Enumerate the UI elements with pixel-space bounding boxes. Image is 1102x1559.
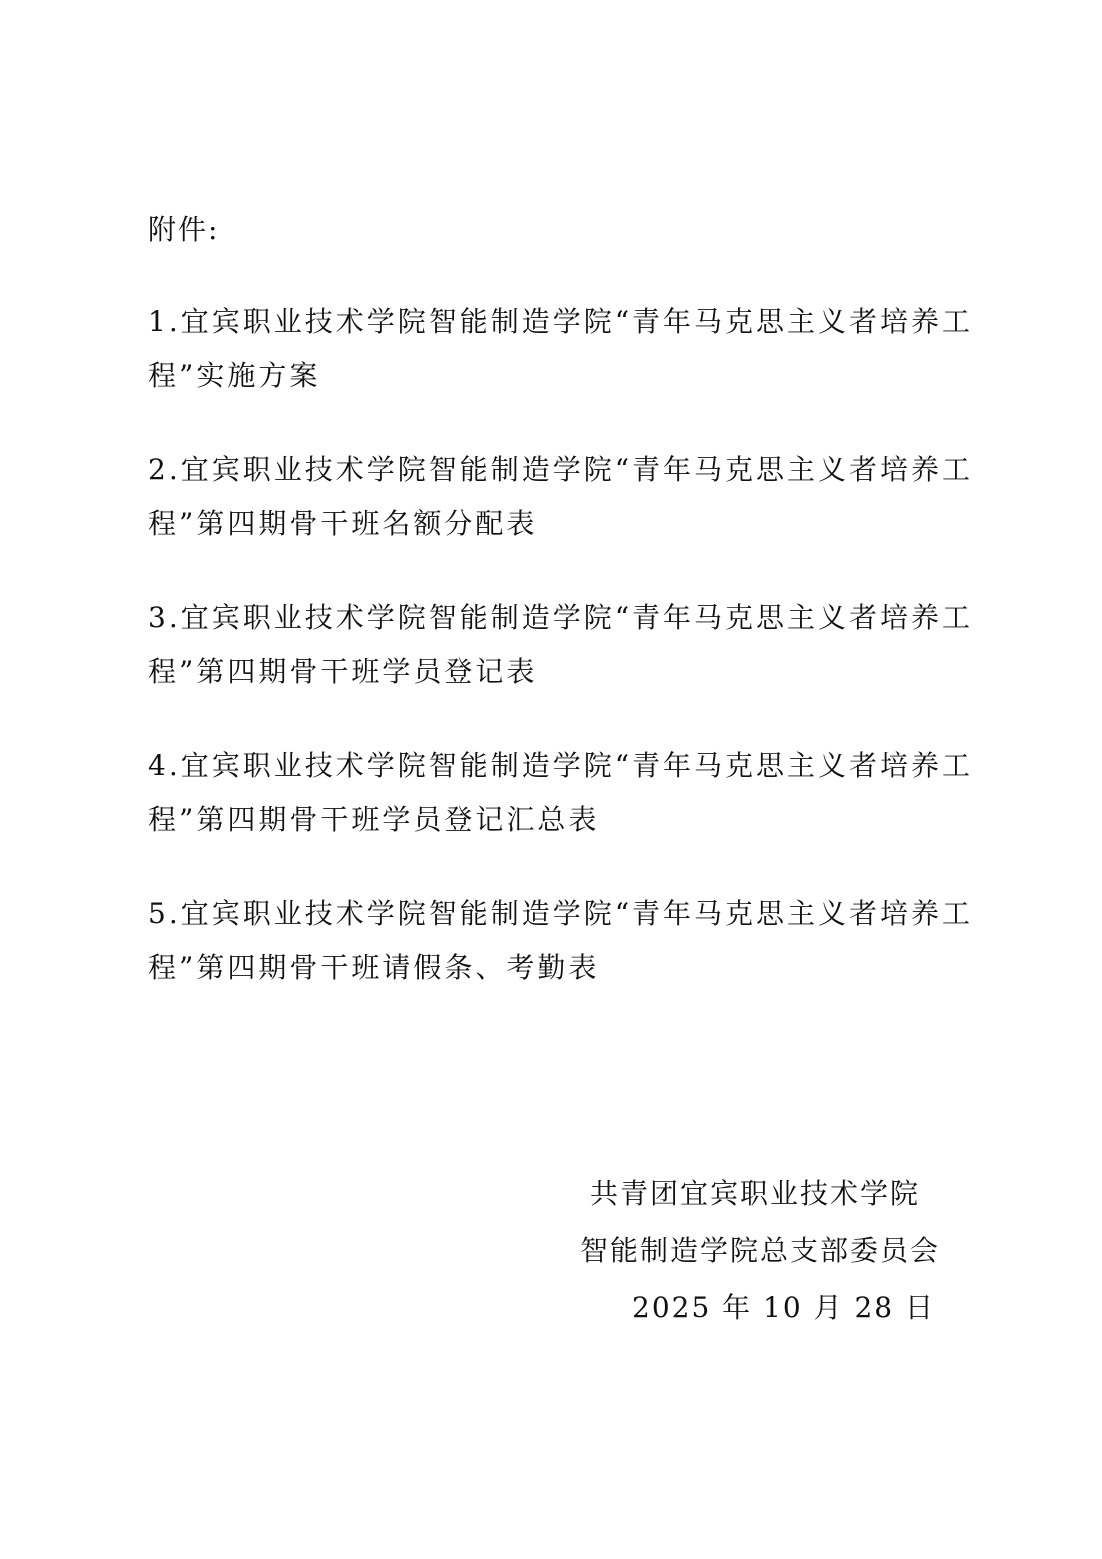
attachment-3-line-1: 3.宜宾职业技术学院智能制造学院“青年马克思主义者培养工 [148, 601, 974, 634]
attachments-heading: 附件: [148, 213, 220, 246]
signature-organization: 共青团宜宾职业技术学院 [590, 1177, 921, 1210]
attachment-item-3 [148, 591, 974, 699]
attachment-1-line-1: 1.宜宾职业技术学院智能制造学院“青年马克思主义者培养工 [148, 305, 974, 338]
attachment-1-line-2: 程”实施方案 [148, 359, 321, 392]
signature-date: 2025 年 10 月 28 日 [632, 1291, 936, 1324]
attachment-item-1 [148, 295, 974, 403]
attachment-item-5 [148, 887, 974, 995]
attachment-2-line-1: 2.宜宾职业技术学院智能制造学院“青年马克思主义者培养工 [148, 453, 974, 486]
attachment-item-2 [148, 443, 974, 551]
signature-branch: 智能制造学院总支部委员会 [580, 1234, 941, 1267]
attachment-3-line-2: 程”第四期骨干班学员登记表 [148, 655, 538, 688]
attachments-list [148, 295, 974, 1035]
attachment-item-4 [148, 739, 974, 847]
attachment-2-line-2: 程”第四期骨干班名额分配表 [148, 507, 538, 540]
attachment-5-line-1: 5.宜宾职业技术学院智能制造学院“青年马克思主义者培养工 [148, 897, 974, 930]
attachment-4-line-1: 4.宜宾职业技术学院智能制造学院“青年马克思主义者培养工 [148, 749, 974, 782]
attachment-4-line-2: 程”第四期骨干班学员登记汇总表 [148, 803, 600, 836]
attachment-5-line-2: 程”第四期骨干班请假条、考勤表 [148, 951, 600, 984]
